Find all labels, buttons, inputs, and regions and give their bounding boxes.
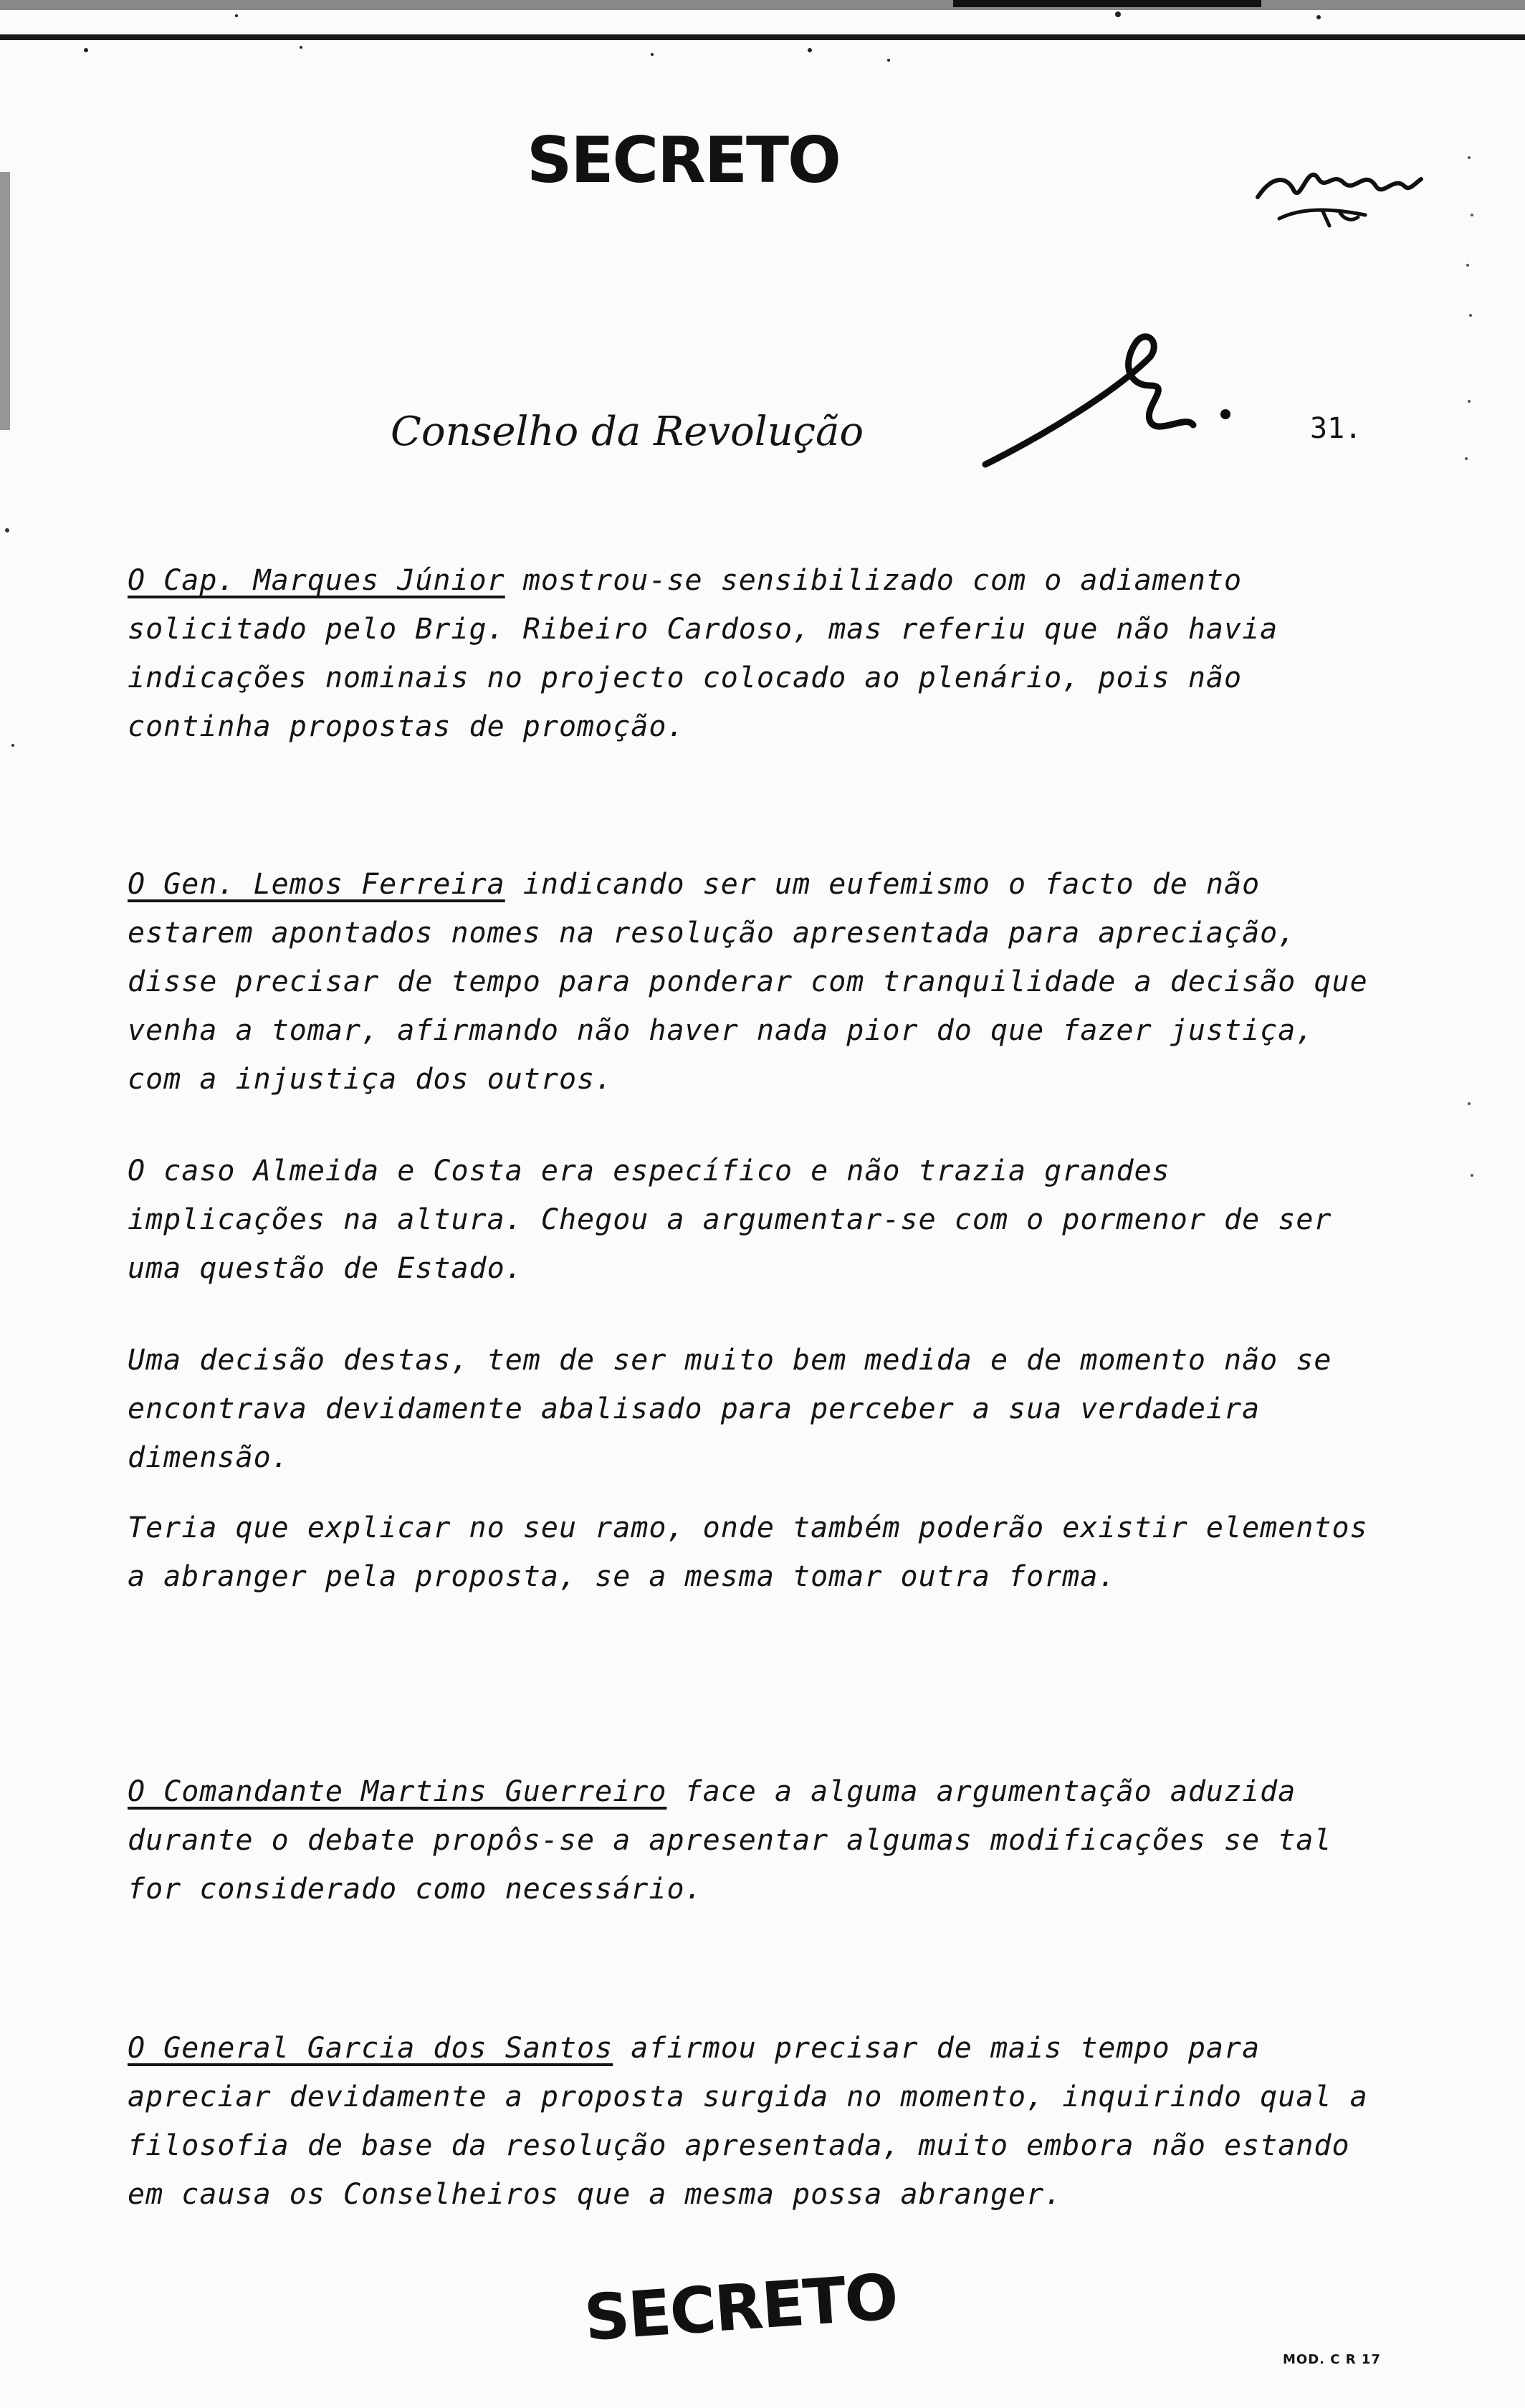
form-code: MOD. C R 17	[1283, 2352, 1381, 2367]
speaker-name: O Gen. Lemos Ferreira	[128, 868, 505, 901]
speaker-name: O Comandante Martins Guerreiro	[128, 1775, 667, 1808]
paragraph-text: O caso Almeida e Costa era específico e não trazia grandes implicações na altura. Chegou a argumentar-se com o pormenor de ser uma questão de Estado.	[128, 1155, 1332, 1285]
paragraph-text: mostrou-se sensibilizado com o adiamento solicitado pelo Brig. Ribeiro Cardoso, mas referiu que não havia indicações nominais no projecto colocado ao plenário, pois não continha propostas de promoção.	[128, 564, 1278, 743]
paragraph-1	[128, 556, 1382, 751]
paragraph-2	[128, 860, 1382, 1104]
page-number: 31.	[1310, 412, 1362, 445]
signature-initials-top	[1251, 147, 1430, 247]
paragraph-text: Teria que explicar no seu ramo, onde também poderão existir elementos a abranger pela proposta, se a mesma tomar outra forma.	[128, 1511, 1368, 1593]
signature-scribble	[978, 307, 1251, 479]
paragraph-4	[128, 1336, 1382, 1482]
secret-stamp-bottom: SECRETO	[581, 2259, 899, 2356]
paragraph-5	[128, 1504, 1382, 1601]
letterhead: Conselho da Revolução	[391, 408, 864, 455]
scan-noise-right	[1455, 100, 1483, 2322]
paragraph-3	[128, 1147, 1382, 1293]
top-rule	[0, 34, 1525, 40]
secret-stamp-top: SECRETO	[527, 123, 840, 197]
paragraph-text: Uma decisão destas, tem de ser muito bem medida e de momento não se encontrava devidamente abalisado para perceber a sua verdadeira dimensão.	[128, 1344, 1332, 1474]
paragraph-text: face a alguma argumentação aduzida durante o debate propôs-se a apresentar algumas modificações se tal for considerado como necessário.	[128, 1775, 1332, 1906]
speaker-name: O General Garcia dos Santos	[128, 2032, 613, 2065]
paragraph-6	[128, 1767, 1382, 1914]
paragraph-text: afirmou precisar de mais tempo para apreciar devidamente a proposta surgida no momento, inquirindo qual a filosofia de base da resolução apresentada, muito embora não estando em causa os Conselheiros que a mesma possa abranger.	[128, 2032, 1368, 2211]
speaker-name: O Cap. Marques Júnior	[128, 564, 505, 597]
paragraph-text: indicando ser um eufemismo o facto de não estarem apontados nomes na resolução apresentada para apreciação, disse precisar de tempo para ponderar com tranquilidade a decisão que venha a tomar, afirmando não haver nada pior do que fazer justiça, com a injustiça dos outros.	[128, 868, 1368, 1096]
scan-noise-left	[0, 100, 29, 2322]
paragraph-7	[128, 2024, 1382, 2219]
